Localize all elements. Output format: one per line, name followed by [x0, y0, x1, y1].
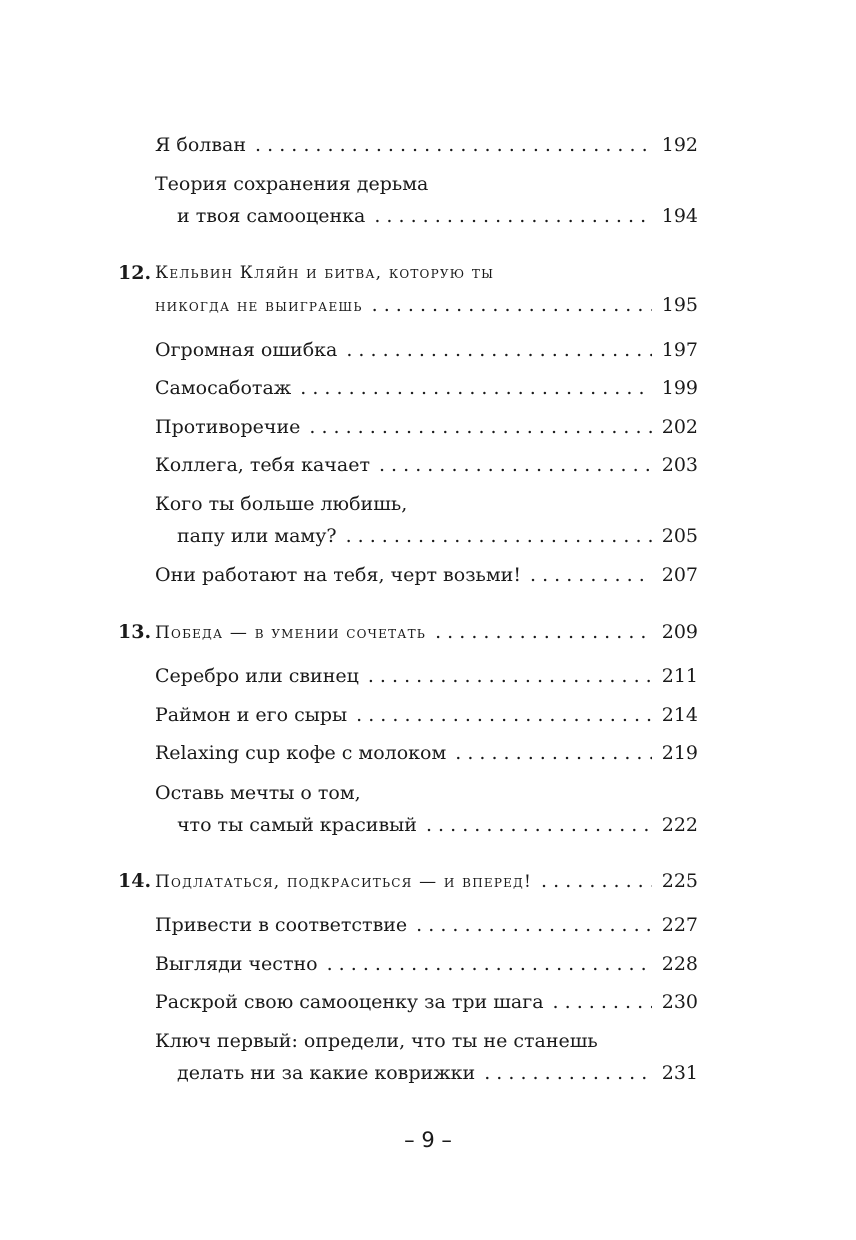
- toc-line: [155, 813, 698, 837]
- entry-title: Ключ первый: определи, что ты не станешь: [155, 1030, 598, 1052]
- dot-leader: [309, 415, 651, 439]
- chapter-title: никогда не выиграешь: [155, 296, 363, 316]
- dot-leader: [416, 913, 652, 937]
- page-number: 228: [661, 953, 698, 975]
- toc-entry: [155, 338, 698, 362]
- toc-line: [155, 293, 698, 317]
- dot-leader: [426, 813, 652, 837]
- toc-line: [155, 952, 698, 976]
- toc-line: [155, 741, 698, 765]
- toc-line: [155, 664, 698, 688]
- entry-title: Раскрой свою самооценку за три шага: [155, 991, 544, 1013]
- toc-entry: [155, 703, 698, 727]
- toc-line: [155, 1029, 698, 1053]
- toc-entry: [155, 781, 698, 837]
- toc-entry: [155, 492, 698, 548]
- toc-line: [155, 376, 698, 400]
- page-number: 211: [661, 665, 698, 687]
- toc-line: [155, 990, 698, 1014]
- entry-title: Они работают на тебя, черт возьми!: [155, 564, 521, 586]
- dot-leader: [300, 376, 651, 400]
- toc-entry: [155, 741, 698, 765]
- toc-line: [155, 172, 698, 196]
- chapter-title: Кельвин Кляйн и битва, которую ты: [155, 263, 495, 283]
- toc-entry: [155, 952, 698, 976]
- toc-entry: [155, 563, 698, 587]
- entry-title: Коллега, тебя качает: [155, 454, 370, 476]
- entry-title: Relaxing cup кофе с молоком: [155, 742, 447, 764]
- toc-entry: [155, 453, 698, 477]
- entry-title: что ты самый красивый: [177, 814, 417, 836]
- page-number: 199: [661, 377, 698, 399]
- toc-entry: [155, 133, 698, 157]
- page-number: 195: [661, 294, 698, 316]
- dot-leader: [553, 990, 652, 1014]
- toc-entry: [155, 172, 698, 228]
- dot-leader: [346, 338, 651, 362]
- page-number: 192: [661, 134, 698, 156]
- toc-entry: [155, 1029, 698, 1085]
- toc-line: [155, 415, 698, 439]
- dot-leader: [435, 620, 652, 644]
- page-number: 222: [661, 814, 698, 836]
- entry-title: Я болван: [155, 134, 247, 156]
- chapter-title: Победа — в умении сочетать: [155, 623, 427, 643]
- dot-leader: [530, 563, 652, 587]
- toc-entry: [155, 376, 698, 400]
- toc-line: [155, 703, 698, 727]
- entry-title: Теория сохранения дерьма: [155, 173, 429, 195]
- chapter-number: 12.: [118, 262, 152, 284]
- entry-title: Кого ты больше любишь,: [155, 493, 408, 515]
- page-number: 225: [661, 870, 698, 892]
- chapter-entry: [118, 869, 698, 893]
- dot-leader: [541, 869, 652, 893]
- toc-line: [155, 913, 698, 937]
- toc-line: [155, 524, 698, 548]
- dot-leader: [455, 741, 652, 765]
- toc-entry: [155, 913, 698, 937]
- toc-line: [155, 453, 698, 477]
- chapter-number: 14.: [118, 870, 152, 892]
- page-number: 219: [661, 742, 698, 764]
- dot-leader: [368, 664, 652, 688]
- toc-entry: [155, 415, 698, 439]
- toc-line: [155, 204, 698, 228]
- toc-line: [155, 492, 698, 516]
- entry-title: делать ни за какие коврижки: [177, 1062, 476, 1084]
- page-number: 230: [661, 991, 698, 1013]
- entry-title: Привести в соответствие: [155, 914, 408, 936]
- chapter-title: Подлататься, подкраситься — и вперед!: [155, 872, 533, 892]
- dot-leader: [484, 1061, 652, 1085]
- dot-leader: [372, 293, 652, 317]
- chapter-entry: [118, 620, 698, 644]
- toc-line: [155, 133, 698, 157]
- page-number: 231: [661, 1062, 698, 1084]
- toc-entry: [155, 990, 698, 1014]
- toc-line: [155, 338, 698, 362]
- entry-title: Серебро или свинец: [155, 665, 359, 687]
- toc-line: [155, 869, 698, 893]
- entry-title: Раймон и его сыры: [155, 704, 348, 726]
- page-number: 227: [661, 914, 698, 936]
- dot-leader: [346, 524, 652, 548]
- page-number: 197: [661, 339, 698, 361]
- page-number: 205: [661, 525, 698, 547]
- entry-title: Оставь мечты о том,: [155, 782, 361, 804]
- page-folio: – 9 –: [404, 1128, 452, 1152]
- toc-line: [155, 261, 698, 285]
- page-number: 207: [661, 564, 698, 586]
- entry-title: Противоречие: [155, 416, 301, 438]
- page-number: 214: [661, 704, 698, 726]
- toc-line: [155, 620, 698, 644]
- dot-leader: [255, 133, 652, 157]
- dot-leader: [379, 453, 652, 477]
- chapter-number: 13.: [118, 621, 152, 643]
- page-number: 194: [661, 205, 698, 227]
- entry-title: Самосаботаж: [155, 377, 292, 399]
- entry-title: папу или маму?: [177, 525, 337, 547]
- toc-line: [155, 781, 698, 805]
- page-number: 202: [661, 416, 698, 438]
- toc-line: [155, 563, 698, 587]
- entry-title: и твоя самооценка: [177, 205, 366, 227]
- entry-title: Выгляди честно: [155, 953, 318, 975]
- page-number: 203: [661, 454, 698, 476]
- dot-leader: [327, 952, 652, 976]
- dot-leader: [374, 204, 651, 228]
- toc-entry: [155, 664, 698, 688]
- entry-title: Огромная ошибка: [155, 339, 338, 361]
- toc-line: [155, 1061, 698, 1085]
- dot-leader: [356, 703, 652, 727]
- page-number: 209: [661, 621, 698, 643]
- chapter-entry: [118, 261, 698, 317]
